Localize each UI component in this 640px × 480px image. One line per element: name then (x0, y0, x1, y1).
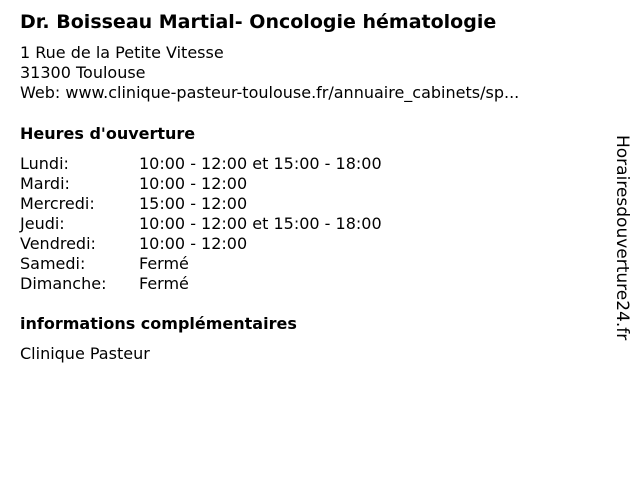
time-value: 10:00 - 12:00 et 15:00 - 18:00 (139, 154, 382, 173)
hours-heading: Heures d'ouverture (20, 124, 196, 143)
hours-row-lundi (20, 154, 382, 174)
day-label: Samedi: (20, 254, 86, 273)
hours-row-jeudi (20, 214, 382, 234)
time-value: 10:00 - 12:00 (139, 234, 248, 253)
address-block (20, 43, 519, 103)
day-label: Mardi: (20, 174, 70, 193)
hours-row-vendredi (20, 234, 382, 254)
hours-row-mercredi (20, 194, 382, 214)
day-label: Jeudi: (20, 214, 65, 233)
day-label: Dimanche: (20, 274, 107, 293)
hours-row-dimanche (20, 274, 382, 294)
address-street: 1 Rue de la Petite Vitesse (20, 43, 224, 62)
hours-row-mardi (20, 174, 382, 194)
page-title: Dr. Boisseau Martial- Oncologie hématologie (20, 11, 497, 33)
hours-table (20, 154, 382, 294)
time-value: Fermé (139, 274, 189, 293)
time-value: 10:00 - 12:00 (139, 174, 248, 193)
time-value: 15:00 - 12:00 (139, 194, 248, 213)
info-text: Clinique Pasteur (20, 344, 150, 363)
day-label: Vendredi: (20, 234, 96, 253)
day-label: Lundi: (20, 154, 69, 173)
address-web: Web: www.clinique-pasteur-toulouse.fr/annuaire_cabinets/sp... (20, 83, 520, 102)
info-heading: informations complémentaires (20, 314, 297, 333)
hours-row-samedi (20, 254, 382, 274)
address-city: 31300 Toulouse (20, 63, 146, 82)
time-value: 10:00 - 12:00 et 15:00 - 18:00 (139, 214, 382, 233)
site-watermark: Horairesdouverture24.fr (612, 135, 632, 341)
day-label: Mercredi: (20, 194, 95, 213)
time-value: Fermé (139, 254, 189, 273)
